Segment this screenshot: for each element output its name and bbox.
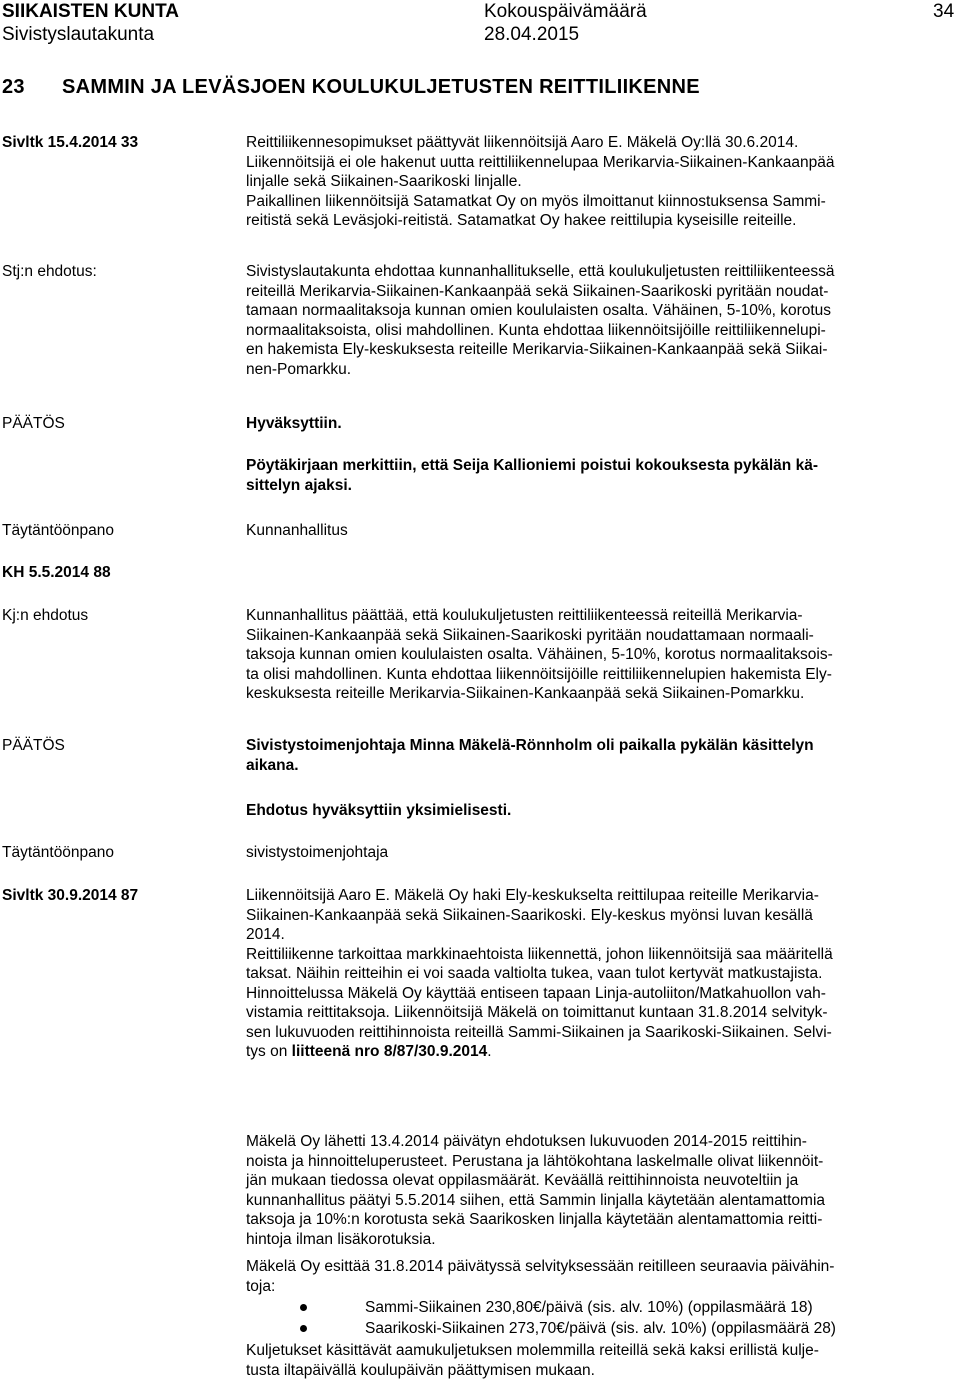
meeting-date: 28.04.2015: [484, 24, 580, 45]
board-name: Sivistyslautakunta: [2, 24, 155, 45]
organization-name: SIIKAISTEN KUNTA: [2, 1, 179, 22]
text-line: jän mukaan tiedossa olevat oppilasmäärät. Keväällä reittihinnoista neuvoteltiin ja: [246, 1172, 799, 1189]
decision1-text: Hyväksyttiin.: [246, 415, 342, 432]
text-line: Kunnanhallitus päättää, että koulukuljetusten reittiliikenteessä reiteillä Merikarvia-: [246, 607, 803, 624]
decision2-text: Ehdotus hyväksyttiin yksimielisesti.: [246, 802, 512, 819]
execution2-label: Täytäntöönpano: [2, 844, 115, 861]
bullet-icon: [300, 1304, 307, 1311]
text-line: Hinnoittelussa Mäkelä Oy käyttää entiseen tapaan Linja-autoliiton/Matkahuollon vah-: [246, 984, 826, 1002]
execution2-value: sivistystoimenjohtaja: [246, 844, 389, 861]
list-item-text: Sammi-Siikainen 230,80€/päivä (sis. alv. 10%) (oppilasmäärä 18): [365, 1298, 813, 1316]
text-line: Paikallinen liikennöitsijä Satamatkat Oy on myös ilmoittanut kiinnostuksensa Sammi-: [246, 192, 826, 210]
price-list: [300, 1297, 958, 1339]
text-fragment: .: [487, 1043, 492, 1060]
text-line: tamaan normaalitaksoja kunnan omien koululaisten osalta. Vähäinen, 5-10%, korotus: [246, 302, 832, 319]
text-fragment: tys on: [246, 1043, 292, 1060]
ref1-text: [246, 133, 958, 231]
text-line: taksoja kunnan omien koululaisten osalta. Vähäinen, 5-10%, korotus normaalitaksois-: [246, 646, 833, 663]
text-line: hintoja ilman lisäkorotuksia.: [246, 1230, 436, 1248]
section-title: [2, 78, 700, 98]
ref2-label: Sivltk 30.9.2014 87: [2, 887, 139, 904]
paragraph-transport: [246, 1341, 958, 1380]
text-line: Liikennöitsijä ei ole hakenut uutta reittiliikennelupaa Merikarvia-Siikainen-Kankaanpää: [246, 153, 835, 171]
text-line: keskuksesta reiteille Merikarvia-Siikainen-Kankaanpää sekä Siikainen-Pomarkku.: [246, 685, 805, 702]
decision1-note: [246, 456, 958, 495]
text-line: [246, 1042, 958, 1062]
kj-text: [246, 606, 958, 704]
text-line: Reittiliikennesopimukset päättyvät liikennöitsijä Aaro E. Mäkelä Oy:llä 30.6.2014.: [246, 134, 799, 151]
text-line: Liikennöitsijä Aaro E. Mäkelä Oy haki Ely-keskukselta reittilupaa reiteille Merikarvia-: [246, 887, 819, 904]
text-line: sittelyn ajaksi.: [246, 476, 352, 494]
text-line: ta olisi mahdollinen. Kunta ehdottaa liikennöitsijöille reittiliikennelupien hakemista Ely-: [246, 665, 832, 683]
text-line: vistamia reittitaksoja. Liikennöitsijä Mäkelä on toimittanut kuntaan 31.8.2014 selvityk-: [246, 1004, 828, 1021]
section-number: 23: [2, 76, 25, 98]
decision2-label: PÄÄTÖS: [2, 737, 65, 754]
kh-label: KH 5.5.2014 88: [2, 564, 111, 581]
text-line: sen lukuvuoden reittihinnoista reiteillä Sammi-Siikainen ja Saarikoski-Siikainen. Selvi-: [246, 1023, 832, 1041]
text-line: toja:: [246, 1277, 276, 1295]
text-line: Mäkelä Oy esittää 31.8.2014 päivätyssä selvityksessään reitilleen seuraavia päivähin-: [246, 1258, 835, 1275]
text-line: Mäkelä Oy lähetti 13.4.2014 päivätyn ehdotuksen lukuvuoden 2014-2015 reittihin-: [246, 1133, 807, 1150]
text-line: noista ja hinnoitteluperusteet. Perustana ja lähtökohtana laskelmalle olivat liikennöit-: [246, 1152, 824, 1170]
text-line: aikana.: [246, 756, 299, 774]
ref2-text: [246, 886, 958, 1062]
decision1-label: PÄÄTÖS: [2, 415, 65, 432]
text-line: Kuljetukset käsittävät aamukuljetuksen molemmilla reiteillä sekä kaksi erillistä kulje-: [246, 1342, 819, 1359]
paragraph-prices: [246, 1257, 958, 1296]
header-left: [2, 0, 179, 46]
text-line: taksoja ja 10%:n korotusta sekä Saarikosken linjalla käytetään alentamattomia reitti-: [246, 1211, 823, 1228]
ref1-label: Sivltk 15.4.2014 33: [2, 134, 139, 151]
text-line: normaalitaksoista, olisi mahdollinen. Kunta ehdottaa liikennöitsijöille reittiliikennelupi-: [246, 321, 826, 339]
text-line: en hakemista Ely-keskuksesta reiteille Merikarvia-Siikainen-Kankaanpää sekä Siikai-: [246, 341, 828, 358]
text-line: tusta iltapäivällä koulupäivän päättymisen mukaan.: [246, 1361, 595, 1379]
text-line: taksat. Näihin reitteihin ei voi saada valtiolta tukea, vaan tulot kertyvät matkustajista.: [246, 965, 823, 982]
text-line: nen-Pomarkku.: [246, 360, 352, 378]
text-line: reitistä sekä Leväsjoki-reitistä. Satamatkat Oy hakee reittilupia kyseisille reiteille.: [246, 212, 797, 229]
text-line: Siikainen-Kankaanpää sekä Siikainen-Saarikoski pyritään noudattamaan normaali-: [246, 626, 814, 644]
kj-label: Kj:n ehdotus: [2, 607, 89, 624]
decision2-note: [246, 736, 958, 775]
section-heading: SAMMIN JA LEVÄSJOEN KOULUKULJETUSTEN REITTILIIKENNE: [62, 76, 700, 98]
execution1-label: Täytäntöönpano: [2, 522, 115, 539]
text-line: Sivistystoimenjohtaja Minna Mäkelä-Rönnholm oli paikalla pykälän käsittelyn: [246, 737, 814, 754]
text-line: Sivistyslautakunta ehdottaa kunnanhallitukselle, että koulukuljetusten reittiliikenteessä: [246, 263, 835, 280]
text-line: reiteillä Merikarvia-Siikainen-Kankaanpää sekä Siikainen-Saarikoski pyritään noudat-: [246, 282, 829, 300]
attachment-reference: liitteenä nro 8/87/30.9.2014: [291, 1043, 488, 1060]
list-item-text: Saarikoski-Siikainen 273,70€/päivä (sis. alv. 10%) (oppilasmäärä 28): [365, 1319, 836, 1337]
list-item: [300, 1297, 958, 1318]
header-meeting: [484, 0, 647, 46]
text-line: Reittiliikenne tarkoittaa markkinaehtoista liikennettä, johon liikennöitsijä saa määritellä: [246, 945, 833, 963]
text-line: Pöytäkirjaan merkittiin, että Seija Kallioniemi poistui kokouksesta pykälän kä-: [246, 457, 818, 474]
stj-text: [246, 262, 958, 379]
stj-label: Stj:n ehdotus:: [2, 263, 97, 280]
execution1-value: Kunnanhallitus: [246, 522, 348, 539]
list-item: [300, 1318, 958, 1339]
text-line: linjalle sekä Siikainen-Saarikoski linjalle.: [246, 173, 522, 190]
paragraph-proposal: [246, 1132, 958, 1249]
text-line: kunnanhallitus päätyi 5.5.2014 siihen, että Sammin linjalla käytetään alentamattomia: [246, 1191, 826, 1209]
page-number: 34: [933, 1, 955, 22]
bullet-icon: [300, 1325, 307, 1332]
meeting-date-label: Kokouspäivämäärä: [484, 1, 647, 22]
text-line: 2014.: [246, 926, 285, 943]
text-line: Siikainen-Kankaanpää sekä Siikainen-Saarikoski. Ely-keskus myönsi luvan kesällä: [246, 906, 813, 924]
